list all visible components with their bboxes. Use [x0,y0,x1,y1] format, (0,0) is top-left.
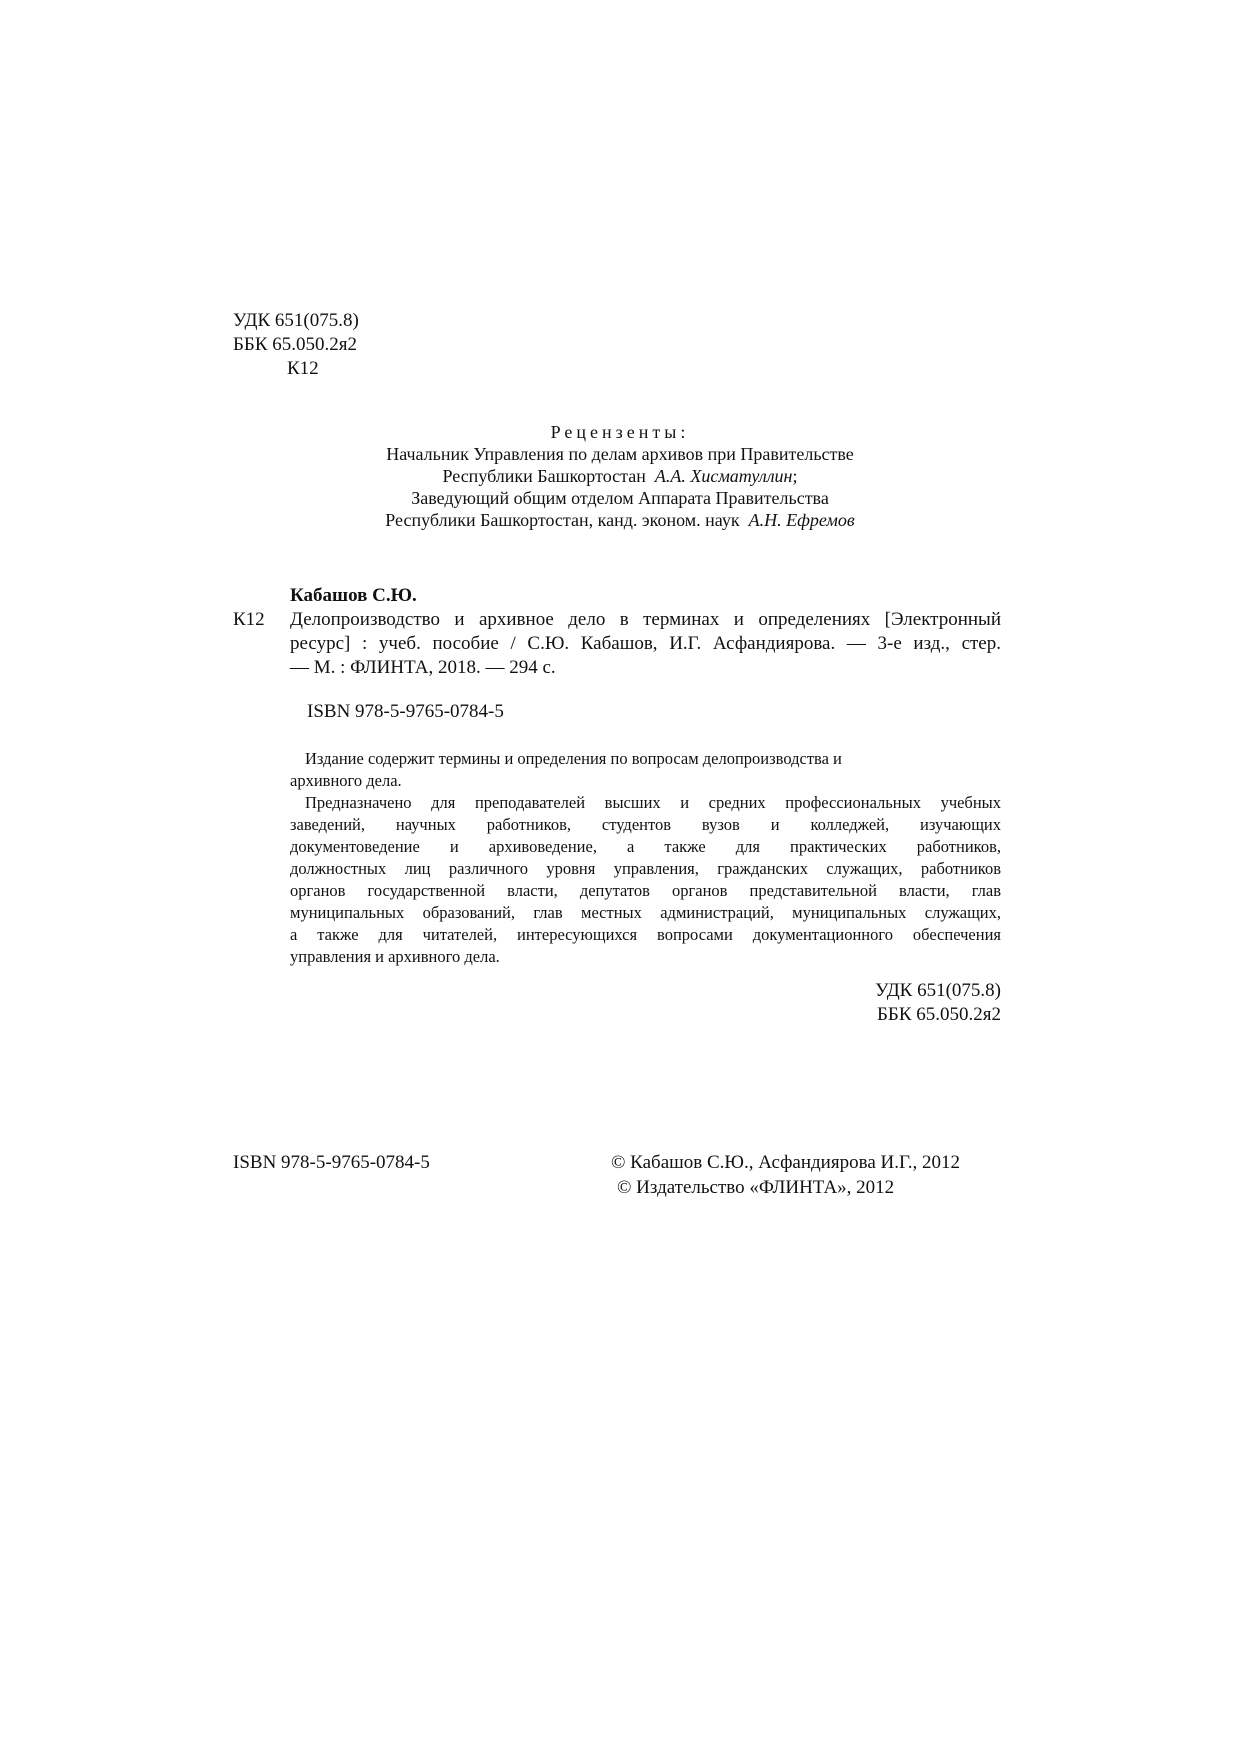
bibliographic-description [290,609,1001,681]
author-mark-top: К12 [287,358,319,379]
reviewer-1-org: Республики Башкортостан [442,466,646,486]
isbn-main: ISBN 978-5-9765-0784-5 [307,701,504,722]
annotation-p1-line-2: архивного дела. [290,771,402,790]
annotation-p2-line-4: должностных лиц различного уровня управления, гражданских служащих, работников [290,859,1001,878]
reviewer-1-name-line [340,465,900,487]
author-mark-side: К12 [233,609,265,630]
copyright-publisher: © Издательство «ФЛИНТА», 2012 [617,1177,895,1198]
annotation-p2-line-7: а также для читателей, интересующихся вопросами документационного обеспечения [290,925,1001,944]
udk-code-bottom: УДК 651(075.8) [875,980,1001,1001]
reviewer-2-name: А.Н. Ефремов [748,510,855,530]
reviewers-block [340,421,900,531]
annotation-p2-line-3: документоведение и архивоведение, а также для практических работников, [290,837,1001,856]
bib-line-1: Делопроизводство и архивное дело в терминах и определениях [Электронный [290,609,1001,630]
annotation-p2-line-2: заведений, научных работников, студентов вузов и колледжей, изучающих [290,815,1001,834]
bib-line-2: ресурс] : учеб. пособие / С.Ю. Кабашов, И.Г. Асфандиярова. — 3-е изд., стер. [290,633,1001,654]
annotation-p2-line-5: органов государственной власти, депутатов органов представительной власти, глав [290,881,1001,900]
annotation-p1-line-1: Издание содержит термины и определения по вопросам делопроизводства и [305,749,842,768]
bbk-code-bottom: ББК 65.050.2я2 [877,1004,1001,1025]
bib-line-3: — М. : ФЛИНТА, 2018. — 294 с. [290,657,556,678]
annotation-block [290,748,1001,968]
author-heading: Кабашов С.Ю. [290,585,417,606]
reviewer-2-name-line [340,509,900,531]
reviewer-1-name: А.А. Хисматуллин [654,466,793,486]
reviewer-2-org: Республики Башкортостан, канд. эконом. наук [385,510,740,530]
annotation-p2-line-6: муниципальных образований, глав местных администраций, муниципальных служащих, [290,903,1001,922]
annotation-p2-line-8: управления и архивного дела. [290,947,500,966]
reviewer-1-position: Начальник Управления по делам архивов при Правительстве [386,444,854,464]
reviewers-heading: Рецензенты: [550,422,690,442]
copyright-authors: © Кабашов С.Ю., Асфандиярова И.Г., 2012 [611,1152,961,1173]
reviewer-2-position: Заведующий общим отделом Аппарата Правительства [411,488,829,508]
classification-bottom [760,980,1001,1028]
isbn-footer: ISBN 978-5-9765-0784-5 [233,1152,430,1173]
bbk-code-top: ББК 65.050.2я2 [233,334,357,355]
annotation-p2-line-1: Предназначено для преподавателей высших и средних профессиональных учебных [305,793,1001,812]
reviewer-1-punct: ; [792,466,798,486]
udk-code-top: УДК 651(075.8) [233,310,359,331]
